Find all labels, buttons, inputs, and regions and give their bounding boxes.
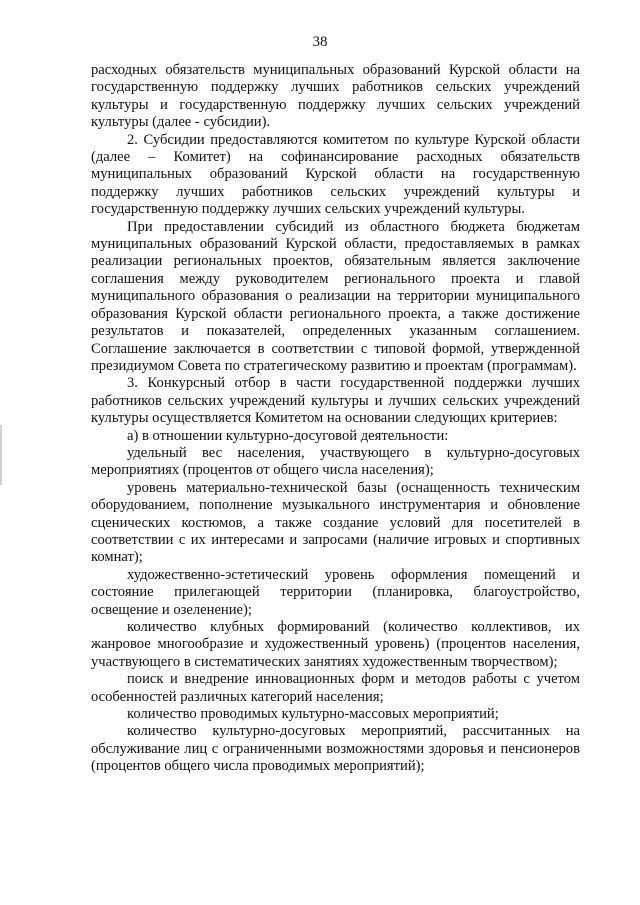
criterion-mass-events: количество проводимых культурно-массовых мероприятий; (127, 706, 499, 723)
criterion-innovative-forms: поиск и внедрение инновационных форм и методов работы с учетом особенностей различных категорий населения; (91, 671, 580, 705)
criterion-population-share: удельный вес населения, участвующего в культурно-досуговых мероприятиях (процентов от общего числа населения); (91, 444, 580, 479)
criterion-club-formations: количество клубных формирований (количество коллективов, их жанровое многообразие и художественный уровень) (процентов населения, участвующего в систематических занятиях художественным творчеством); (91, 619, 580, 670)
criterion-material-base: уровень материально-технической базы (оснащенность техническим оборудованием, пополнение музыкального инструментария и обновление сценических костюмов, а также создание условий для посетителей в соответствии с их интересами и запросами (наличие игровых и спортивных комнат); (91, 479, 580, 566)
paragraph-3-competitive-selection: 3. Конкурсный отбор в части государственной поддержки лучших работников сельских учреждений культуры и лучших сельских учреждений культуры осуществляется Комитетом на основании следующих критериев: (91, 375, 580, 427)
paragraph-subsidies-definition: расходных обязательств муниципальных образований Курской области на государственную поддержку лучших работников сельских учреждений культуры и государственную поддержку лучших сельских учреждений культуры (далее - субсидии). (91, 62, 580, 131)
paragraph-2-subsidies-provided: 2. Субсидии предоставляются комитетом по культуре Курской области (далее – Комитет) на софинансирование расходных обязательств муниципальных образований Курской области на государственную поддержку лучших работников сельских учреждений культуры и государственную поддержку лучших сельских учреждений культуры. (91, 131, 580, 218)
criterion-aesthetic-level: художественно-эстетический уровень оформления помещений и состояние прилегающей территории (планировка, благоустройство, освещение и озеленение); (91, 566, 580, 618)
paragraph-a-cultural-leisure: а) в отношении культурно-досуговой деятельности: (127, 427, 449, 444)
criterion-accessible-events: количество культурно-досуговых мероприятий, рассчитанных на обслуживание лиц с ограниченными возможностями здоровья и пенсионеров (процентов общего числа проводимых мероприятий); (91, 723, 580, 775)
scan-edge-mark (0, 425, 2, 485)
document-body (91, 62, 580, 776)
paragraph-regional-projects-agreement: При предоставлении субсидий из областного бюджета бюджетам муниципальных образований Курской области, предоставляемых в рамках реализации региональных проектов, обязательным является заключение соглашения между руководителем регионального проекта и главой муниципального образования о реализации на территории муниципального образования Курской области регионального проекта, а также достижение результатов и показателей, определенных указанным соглашением. Соглашение заключается в соответствии с типовой формой, утвержденной президиумом Совета по стратегическому развитию и проектам (программам). (91, 218, 580, 374)
page-number: 38 (312, 34, 328, 50)
